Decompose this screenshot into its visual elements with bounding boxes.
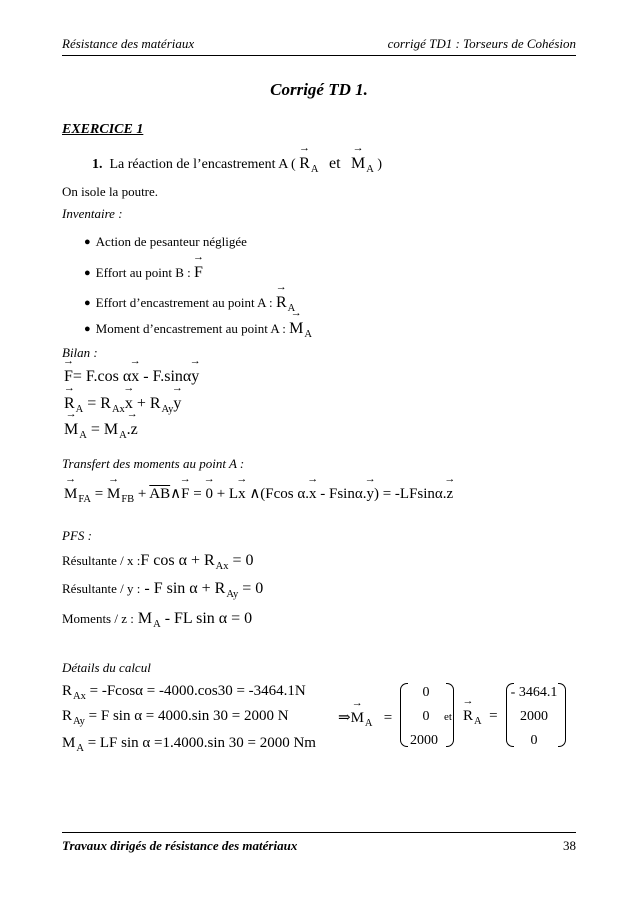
bullet-icon: ● xyxy=(84,267,91,279)
vector-r: → R xyxy=(463,708,473,725)
page-title: Corrigé TD 1. xyxy=(270,80,368,99)
eq-part: = R xyxy=(83,395,111,412)
r-vector-cell: - 3464.1 xyxy=(510,685,558,700)
subscript: FA xyxy=(78,494,91,505)
pfs-label: PFS : xyxy=(62,528,92,543)
inventory-item xyxy=(84,234,247,250)
unit-y: → y xyxy=(191,368,199,386)
eq-part: ) = -LFsinα. xyxy=(373,486,447,502)
subscript: A xyxy=(76,743,84,754)
subscript: Ax xyxy=(215,561,229,572)
vector-f: → F xyxy=(181,486,189,503)
vector-m: → M xyxy=(351,155,365,173)
pfs-resultante-x xyxy=(62,552,254,570)
transfert-label: Transfert des moments au point A : xyxy=(62,456,245,471)
eq-part: + L xyxy=(212,486,239,502)
unit-y: → y xyxy=(366,486,374,503)
subscript: A xyxy=(310,164,319,175)
eq-part: F cos α + R xyxy=(140,552,215,569)
symbol: R xyxy=(62,683,73,699)
header-rule xyxy=(62,55,576,56)
zero-vector: → 0 xyxy=(205,486,213,503)
eq-label: Résultante / x : xyxy=(62,553,141,568)
eq-part: = 0 xyxy=(228,552,254,569)
eq-part: - Fsinα. xyxy=(316,486,367,502)
bilan-label: Bilan : xyxy=(62,345,98,360)
subscript: A xyxy=(304,329,312,340)
subscript: Ay xyxy=(226,589,239,600)
subscript: Ay xyxy=(161,404,174,415)
vector-ab: $\overline{AB}$ xyxy=(149,486,171,502)
eq-part: (Fcos α. xyxy=(260,486,309,502)
eq-part: = F.cos α xyxy=(72,368,132,385)
subscript: A xyxy=(287,303,296,314)
question-number: 1. xyxy=(92,157,103,172)
vector-m: → M xyxy=(64,486,77,503)
vector-m: → M xyxy=(107,486,120,503)
bullet-icon: ● xyxy=(84,297,91,309)
eq-part: = F sin α = 4000.sin 30 = 2000 N xyxy=(84,708,289,724)
subscript: A xyxy=(474,716,482,727)
eq-part: + xyxy=(134,486,150,502)
subscript: A xyxy=(119,430,127,441)
item-text: Effort d’encastrement au point A : xyxy=(95,295,273,310)
isole-text: On isole la poutre. xyxy=(62,184,159,199)
subscript: Ax xyxy=(111,404,125,415)
eq-part: = xyxy=(189,486,206,502)
item-text: Moment d’encastrement au point A : xyxy=(95,321,286,336)
equals-sign: = xyxy=(489,708,498,724)
subscript: A xyxy=(364,718,373,729)
header-right: corrigé TD1 : Torseurs de Cohésion xyxy=(387,36,576,51)
vector-f: → F xyxy=(64,368,73,386)
unit-z: → .z xyxy=(127,421,138,439)
m-vector-cell: 0 xyxy=(422,709,430,724)
et-text: et xyxy=(444,711,452,723)
page-number: 38 xyxy=(563,838,576,853)
equals-sign: = xyxy=(383,710,393,726)
eq-part: + R xyxy=(132,395,161,412)
vector-m: → M xyxy=(64,421,78,439)
vector-r: → R xyxy=(276,294,287,312)
symbol: M xyxy=(62,735,76,751)
vector-r: → R xyxy=(299,155,310,173)
ra-label xyxy=(463,708,498,725)
r-vector-cell: 0 xyxy=(530,733,538,748)
footer-rule xyxy=(62,832,576,833)
eq-part: = xyxy=(91,486,107,502)
eq-part: - F.sinα xyxy=(139,368,192,385)
footer-left: Travaux dirigés de résistance des matériaux xyxy=(62,838,298,853)
r-vector-cell: 2000 xyxy=(520,709,548,724)
unit-z: → z xyxy=(447,486,454,503)
eq-part: = 0 xyxy=(238,580,264,597)
unit-x: → x xyxy=(309,486,317,503)
implies-ma xyxy=(338,708,392,727)
bilan-eq-reaction xyxy=(64,395,181,413)
subscript: A xyxy=(153,619,161,630)
wedge-symbol: ∧ xyxy=(245,486,261,502)
inventory-item xyxy=(84,264,203,282)
m-vector-cell: 2000 xyxy=(410,733,438,748)
conjunction: et xyxy=(328,155,341,172)
eq-part: = M xyxy=(86,421,119,438)
eq-label: Moments / z : xyxy=(62,611,134,626)
vector-r: → R xyxy=(64,395,75,413)
unit-x: → x xyxy=(125,395,133,413)
subscript: Ax xyxy=(73,691,86,702)
implies-symbol: ⇒ xyxy=(338,710,351,726)
close-paren: ) xyxy=(377,157,383,172)
eq-part: M xyxy=(133,610,153,627)
symbol: R xyxy=(62,708,73,724)
eq-label: Résultante / y : xyxy=(62,581,141,596)
pfs-moments-z xyxy=(62,610,252,628)
exercise-heading: EXERCICE 1 xyxy=(62,122,144,137)
details-line-ma xyxy=(62,735,316,752)
subscript: Ay xyxy=(73,716,85,727)
m-vector-cell: 0 xyxy=(422,685,430,700)
inventory-item xyxy=(84,294,295,312)
question-text: La réaction de l’encastrement A ( xyxy=(109,157,296,172)
item-text: Effort au point B : xyxy=(95,265,191,280)
eq-part: - FL sin α = 0 xyxy=(160,610,253,627)
subscript: A xyxy=(75,404,84,415)
transfert-equation xyxy=(64,484,453,503)
bullet-icon: ● xyxy=(84,236,91,248)
r-vector-right-bracket xyxy=(558,683,566,747)
question-1 xyxy=(92,155,382,173)
unit-y: → y xyxy=(173,395,181,413)
subscript: A xyxy=(366,164,374,175)
header-left: Résistance des matériaux xyxy=(62,36,195,51)
vector-m: → M xyxy=(351,710,364,727)
vector-f: → F xyxy=(194,264,203,282)
details-line-ray xyxy=(62,708,289,725)
inventaire-label: Inventaire : xyxy=(62,206,123,221)
details-line-rax xyxy=(62,683,306,700)
inventory-item xyxy=(84,320,312,338)
unit-x: → x xyxy=(131,368,139,386)
wedge-symbol: ∧ xyxy=(170,486,182,502)
subscript: A xyxy=(79,430,87,441)
pfs-resultante-y xyxy=(62,580,263,598)
bilan-eq-moment xyxy=(64,421,138,439)
vector-m: → M xyxy=(289,320,303,338)
subscript: FB xyxy=(121,494,135,505)
item-text: Action de pesanteur négligée xyxy=(95,234,247,249)
details-label: Détails du calcul xyxy=(62,660,151,675)
eq-part: = LF sin α =1.4000.sin 30 = 2000 Nm xyxy=(83,735,316,751)
unit-x: → x xyxy=(238,486,246,503)
bullet-icon: ● xyxy=(84,323,91,335)
eq-part: - F sin α + R xyxy=(140,580,226,597)
eq-part: = -Fcosα = -4000.cos30 = -3464.1N xyxy=(85,683,306,699)
